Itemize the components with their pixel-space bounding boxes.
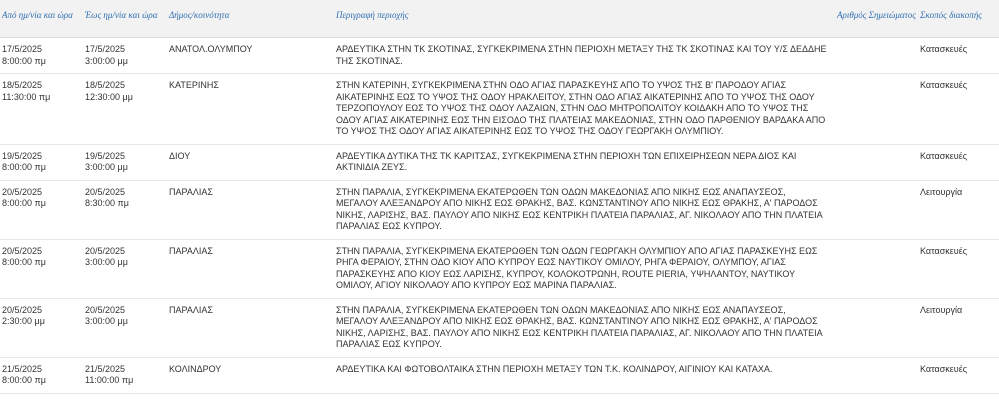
to-cell <box>83 74 167 145</box>
purpose-cell: Κατασκευές <box>918 239 999 298</box>
municipality-cell: ΑΝΑΤΟΛ.ΟΛΥΜΠΟΥ <box>167 38 334 74</box>
to-date: 20/5/2025 <box>85 186 126 197</box>
from-cell <box>0 357 83 393</box>
header-purpose[interactable]: Σκοπός διακοπής <box>918 0 999 38</box>
to-time: 11:00:00 πμ <box>85 375 134 385</box>
to-cell <box>83 357 167 393</box>
note-number-cell <box>835 298 918 357</box>
from-time: 8:00:00 πμ <box>2 162 46 172</box>
note-number-cell <box>835 357 918 393</box>
to-date: 21/5/2025 <box>85 363 126 374</box>
purpose-cell: Λειτουργία <box>918 180 999 239</box>
to-date: 19/5/2025 <box>85 150 126 161</box>
from-time: 2:30:00 μμ <box>2 316 45 326</box>
from-date: 17/5/2025 <box>2 44 43 54</box>
description-cell: ΑΡΔΕΥΤΙΚΑ ΚΑΙ ΦΩΤΟΒΟΛΤΑΙΚΑ ΣΤΗΝ ΠΕΡΙΟΧΗ ΜΕΤΑΞΥ ΤΩΝ Τ.Κ. ΚΟΛΙΝΔΡΟΥ, ΑΙΓΙΝΙΟΥ ΚΑΙ ΚΑΤΑΧΑ. <box>334 357 835 393</box>
to-date: 20/5/2025 <box>85 245 126 256</box>
from-cell <box>0 74 83 145</box>
to-time: 3:00:00 μμ <box>85 257 128 267</box>
to-time: 3:00:00 μμ <box>85 162 128 172</box>
from-cell <box>0 298 83 357</box>
purpose-cell: Κατασκευές <box>918 38 999 74</box>
to-time: 12:30:00 μμ <box>85 91 133 102</box>
to-cell <box>83 144 167 180</box>
from-cell <box>0 239 83 298</box>
from-cell <box>0 144 83 180</box>
header-note-number[interactable]: Αριθμός Σημειώματος <box>835 0 918 38</box>
from-time: 11:30:00 πμ <box>2 91 51 102</box>
header-row <box>0 0 999 38</box>
to-cell <box>83 180 167 239</box>
to-cell <box>83 38 167 74</box>
description-cell: ΣΤΗΝ ΚΑΤΕΡΙΝΗ, ΣΥΓΚΕΚΡΙΜΕΝΑ ΣΤΗΝ ΟΔΟ ΑΓΙΑΣ ΠΑΡΑΣΚΕΥΗΣ ΑΠΟ ΤΟ ΥΨΟΣ ΤΗΣ Β' ΠΑΡΟΔΟΥ ΑΓΙΑΣ ΑΙΚΑΤΕΡΙΝΗΣ ΕΩΣ ΤΟ ΥΨΟΣ ΤΗΣ ΟΔΟΥ ΗΡΑΚΛΕΙΤΟΥ, ΣΤΗΝ ΟΔΟ ΑΓΙΑΣ ΑΙΚΑΤΕΡΙΝΗΣ ΑΠΟ ΤΟ ΥΨΟΣ ΤΗΣ ΟΔΟΥ ΤΕΡΖΟΠΟΥΛΟΥ ΕΩΣ ΤΟ ΥΨΟΣ ΤΗΣ ΟΔΟΥ ΛΑΖΑΙΩΝ, ΣΤΗΝ ΟΔΟ ΜΗΤΡΟΠΟΛΙΤΟΥ ΚΟΙΔΑΚΗ ΑΠΟ ΤΟ ΥΨΟΣ ΤΗΣ ΟΔΟΥ ΑΓΙΑΣ ΑΙΚΑΤΕΡΙΝΗΣ ΕΩΣ ΤΗΝ ΕΙΣΟΔΟ ΤΗΣ ΠΛΑΤΕΙΑΣ ΜΑΚΕΔΟΝΙΑΣ, ΣΤΗΝ ΟΔΟ ΠΑΡΘΕΝΙΟΥ ΒΑΡΔΑΚΑ ΑΠΟ ΤΟ ΥΨΟΣ ΤΗΣ ΟΔΟΥ ΑΓΙΑΣ ΑΙΚΑΤΕΡΙΝΗΣ ΕΩΣ ΤΟ ΥΨΟΣ ΤΗΣ ΟΔΟΥ ΓΕΩΡΓΑΚΗ ΟΛΥΜΠΙΟΥ. <box>334 74 835 145</box>
table-row <box>0 38 999 74</box>
from-date: 20/5/2025 <box>2 245 43 256</box>
from-date: 18/5/2025 <box>2 80 43 90</box>
municipality-cell: ΚΑΤΕΡΙΝΗΣ <box>167 74 334 145</box>
from-date: 21/5/2025 <box>2 363 43 374</box>
from-time: 8:00:00 πμ <box>2 375 46 385</box>
description-cell: ΣΤΗΝ ΠΑΡΑΛΙΑ, ΣΥΓΚΕΚΡΙΜΕΝΑ ΕΚΑΤΕΡΩΘΕΝ ΤΩΝ ΟΔΩΝ ΓΕΩΡΓΑΚΗ ΟΛΥΜΠΙΟΥ ΑΠΟ ΑΓΙΑΣ ΠΑΡΑΣΚΕΥΗΣ ΕΩΣ ΡΗΓΑ ΦΕΡΑΙΟΥ, ΣΤΗΝ ΟΔΟ ΚΙΟΥ ΑΠΟ ΚΥΠΡΟΥ ΕΩΣ ΝΑΥΤΙΚΟΥ ΟΜΙΛΟΥ, ΡΗΓΑ ΦΕΡΑΙΟΥ, ΟΛΥΜΠΟΥ, ΑΓΙΑΣ ΠΑΡΑΣΚΕΥΗΣ ΑΠΟ ΚΙΟΥ ΕΩΣ ΛΑΡΙΣΗΣ, ΚΥΠΡΟΥ, ΚΟΛΟΚΟΤΡΩΝΗ, ROUTE PIERIA, ΥΨΗΛΑΝΤΟΥ, ΝΑΥΤΙΚΟΥ ΟΜΙΛΟΥ, ΑΓΙΟΥ ΝΙΚΟΛΑΟΥ ΑΠΟ ΚΥΠΡΟΥ ΕΩΣ ΜΑΡΙΝΑ ΠΑΡΑΛΙΑΣ. <box>334 239 835 298</box>
from-time: 8:00:00 πμ <box>2 198 46 208</box>
from-time: 8:00:00 πμ <box>2 257 46 267</box>
description-cell: ΣΤΗΝ ΠΑΡΑΛΙΑ, ΣΥΓΚΕΚΡΙΜΕΝΑ ΕΚΑΤΕΡΩΘΕΝ ΤΩΝ ΟΔΩΝ ΜΑΚΕΔΟΝΙΑΣ ΑΠΟ ΝΙΚΗΣ ΕΩΣ ΑΝΑΠΑΥΣΕΟΣ, ΜΕΓΑΛΟΥ ΑΛΕΞΑΝΔΡΟΥ ΑΠΟ ΝΙΚΗΣ ΕΩΣ ΘΡΑΚΗΣ, ΒΑΣ. ΚΩΝΣΤΑΝΤΙΝΟΥ ΑΠΟ ΝΙΚΗΣ ΕΩΣ ΘΡΑΚΗΣ, Α' ΠΑΡΟΔΟΣ ΝΙΚΗΣ, ΛΑΡΙΣΗΣ, ΒΑΣ. ΠΑΥΛΟΥ ΑΠΟ ΝΙΚΗΣ ΕΩΣ ΚΕΝΤΡΙΚΗ ΠΛΑΤΕΙΑ ΠΑΡΑΛΙΑΣ, ΑΓ. ΝΙΚΟΛΑΟΥ ΑΠΟ ΤΗΝ ΠΛΑΤΕΙΑ ΠΑΡΑΛΙΑΣ ΕΩΣ ΚΥΠΡΟΥ. <box>334 298 835 357</box>
to-time: 3:00:00 μμ <box>85 316 128 326</box>
municipality-cell: ΠΑΡΑΛΙΑΣ <box>167 180 334 239</box>
purpose-cell: Λειτουργία <box>918 298 999 357</box>
to-time: 3:00:00 μμ <box>85 55 128 66</box>
from-cell <box>0 38 83 74</box>
note-number-cell <box>835 38 918 74</box>
to-cell <box>83 239 167 298</box>
municipality-cell: ΠΑΡΑΛΙΑΣ <box>167 298 334 357</box>
table-row <box>0 144 999 180</box>
table-body <box>0 38 999 394</box>
from-date: 19/5/2025 <box>2 150 43 161</box>
header-from[interactable]: Από ημ/νία και ώρα <box>0 0 83 38</box>
note-number-cell <box>835 144 918 180</box>
to-time: 8:30:00 πμ <box>85 198 129 208</box>
note-number-cell <box>835 180 918 239</box>
from-cell <box>0 180 83 239</box>
purpose-cell: Κατασκευές <box>918 357 999 393</box>
purpose-cell: Κατασκευές <box>918 144 999 180</box>
municipality-cell: ΠΑΡΑΛΙΑΣ <box>167 239 334 298</box>
description-cell: ΑΡΔΕΥΤΙΚΑ ΔΥΤΙΚΑ ΤΗΣ ΤΚ ΚΑΡΙΤΣΑΣ, ΣΥΓΚΕΚΡΙΜΕΝΑ ΣΤΗΝ ΠΕΡΙΟΧΗ ΤΩΝ ΕΠΙΧΕΙΡΗΣΕΩΝ ΝΕΡΑ ΔΙΟΣ ΚΑΙ ΑΚΤΙΝΙΔΙΑ ΖΕΥΣ. <box>334 144 835 180</box>
to-date: 17/5/2025 <box>85 44 126 54</box>
note-number-cell <box>835 239 918 298</box>
note-number-cell <box>835 74 918 145</box>
table-row <box>0 74 999 145</box>
from-time: 8:00:00 πμ <box>2 55 46 66</box>
from-date: 20/5/2025 <box>2 186 43 197</box>
to-cell <box>83 298 167 357</box>
table-row <box>0 180 999 239</box>
table-row <box>0 357 999 393</box>
header-municipality[interactable]: Δήμος/κοινότητα <box>167 0 334 38</box>
header-to[interactable]: Έως ημ/νία και ώρα <box>83 0 167 38</box>
to-date: 20/5/2025 <box>85 304 126 315</box>
table-header <box>0 0 999 38</box>
header-description[interactable]: Περιγραφή περιοχής <box>334 0 835 38</box>
municipality-cell: ΔΙΟΥ <box>167 144 334 180</box>
purpose-cell: Κατασκευές <box>918 74 999 145</box>
table-row <box>0 298 999 357</box>
to-date: 18/5/2025 <box>85 80 126 90</box>
description-cell: ΣΤΗΝ ΠΑΡΑΛΙΑ, ΣΥΓΚΕΚΡΙΜΕΝΑ ΕΚΑΤΕΡΩΘΕΝ ΤΩΝ ΟΔΩΝ ΜΑΚΕΔΟΝΙΑΣ ΑΠΟ ΝΙΚΗΣ ΕΩΣ ΑΝΑΠΑΥΣΕΟΣ, ΜΕΓΑΛΟΥ ΑΛΕΞΑΝΔΡΟΥ ΑΠΟ ΝΙΚΗΣ ΕΩΣ ΘΡΑΚΗΣ, ΒΑΣ. ΚΩΝΣΤΑΝΤΙΝΟΥ ΑΠΟ ΝΙΚΗΣ ΕΩΣ ΘΡΑΚΗΣ, Α' ΠΑΡΟΔΟΣ ΝΙΚΗΣ, ΛΑΡΙΣΗΣ, ΒΑΣ. ΠΑΥΛΟΥ ΑΠΟ ΝΙΚΗΣ ΕΩΣ ΚΕΝΤΡΙΚΗ ΠΛΑΤΕΙΑ ΠΑΡΑΛΙΑΣ, ΑΓ. ΝΙΚΟΛΑΟΥ ΑΠΟ ΤΗΝ ΠΛΑΤΕΙΑ ΠΑΡΑΛΙΑΣ ΕΩΣ ΚΥΠΡΟΥ. <box>334 180 835 239</box>
municipality-cell: ΚΟΛΙΝΔΡΟΥ <box>167 357 334 393</box>
from-date: 20/5/2025 <box>2 304 43 315</box>
table-row <box>0 239 999 298</box>
description-cell: ΑΡΔΕΥΤΙΚΑ ΣΤΗΝ ΤΚ ΣΚΟΤΙΝΑΣ, ΣΥΓΚΕΚΡΙΜΕΝΑ ΣΤΗΝ ΠΕΡΙΟΧΗ ΜΕΤΑΞΥ ΤΗΣ ΤΚ ΣΚΟΤΙΝΑΣ ΚΑΙ ΤΟΥ Υ/Σ ΔΕΔΔΗΕ ΤΗΣ ΣΚΟΤΙΝΑΣ. <box>334 38 835 74</box>
